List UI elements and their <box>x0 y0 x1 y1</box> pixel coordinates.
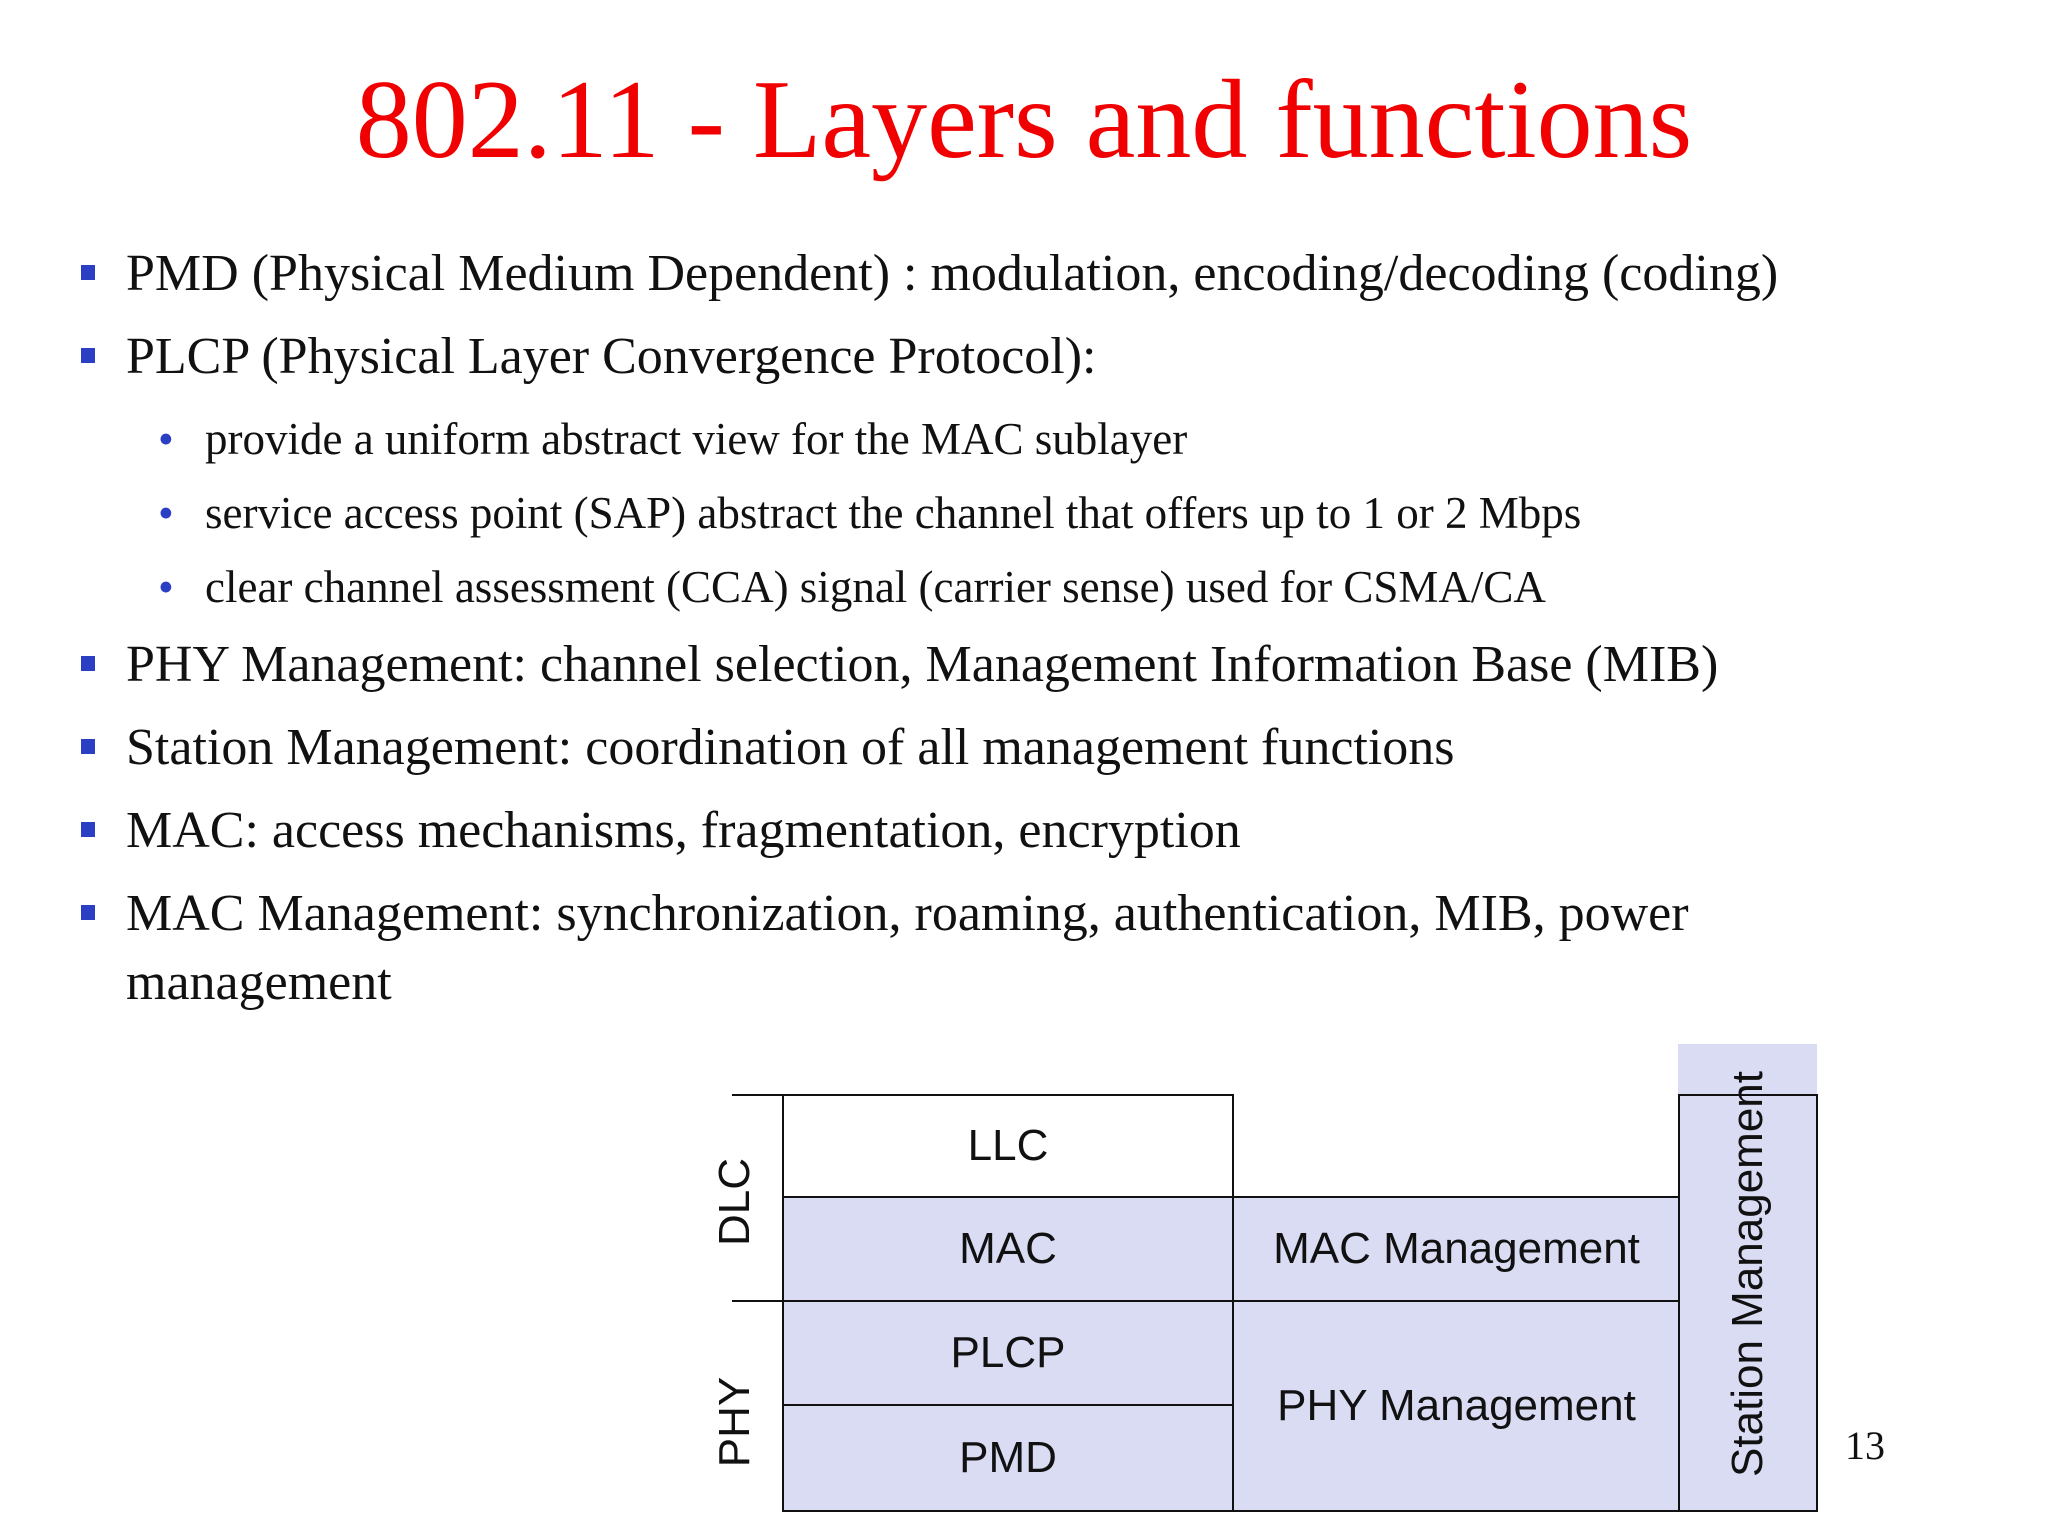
phy-management-box <box>1233 1301 1680 1511</box>
page-number: 13 <box>1845 1423 1885 1468</box>
divider <box>1232 1094 1234 1512</box>
plcp-label: PLCP <box>950 1328 1066 1377</box>
bullet-text: MAC Management: synchronization, roaming, authentication, MIB, power <box>126 885 1689 942</box>
bullet-text: Station Management: coordination of all management functions <box>126 719 1455 776</box>
mac-management-box <box>1233 1197 1680 1301</box>
bullet-text: PMD (Physical Medium Dependent) : modulation, encoding/decoding (coding) <box>126 245 1779 302</box>
pmd-box <box>783 1405 1233 1511</box>
plcp-box <box>783 1301 1233 1405</box>
bullet-text: PLCP (Physical Layer Convergence Protocol): <box>126 328 1097 385</box>
round-bullet-icon: • <box>158 414 174 464</box>
round-bullet-icon: • <box>158 488 174 538</box>
bullet-text: PHY Management: channel selection, Management Information Base (MIB) <box>126 636 1719 693</box>
mac-label: MAC <box>959 1224 1057 1273</box>
divider <box>783 1510 1817 1512</box>
llc-box <box>783 1095 1233 1197</box>
mac-management-label: MAC Management <box>1273 1224 1640 1273</box>
sub-bullet-text: provide a uniform abstract view for the MAC sublayer <box>205 414 1188 464</box>
sub-bullet-text: service access point (SAP) abstract the channel that offers up to 1 or 2 Mbps <box>205 488 1582 538</box>
divider <box>732 1300 1680 1302</box>
divider <box>1816 1094 1818 1512</box>
pmd-label: PMD <box>959 1433 1057 1482</box>
mac-box <box>783 1197 1233 1301</box>
divider <box>732 1094 1233 1096</box>
sub-bullet-text: clear channel assessment (CCA) signal (carrier sense) used for CSMA/CA <box>205 562 1546 612</box>
bullet-text: management <box>126 954 392 1011</box>
divider <box>1678 1094 1680 1512</box>
divider <box>782 1094 784 1512</box>
llc-label: LLC <box>967 1121 1049 1170</box>
divider <box>783 1404 1233 1406</box>
phy-management-label: PHY Management <box>1277 1381 1636 1430</box>
slide-title: 802.11 - Layers and functions <box>355 58 1693 182</box>
dlc-label: DLC <box>710 1157 759 1247</box>
round-bullet-icon: • <box>158 562 174 612</box>
station-management-label: Station Management <box>1723 1070 1772 1478</box>
phy-label: PHY <box>710 1376 759 1468</box>
bullet-text: MAC: access mechanisms, fragmentation, encryption <box>126 802 1241 859</box>
